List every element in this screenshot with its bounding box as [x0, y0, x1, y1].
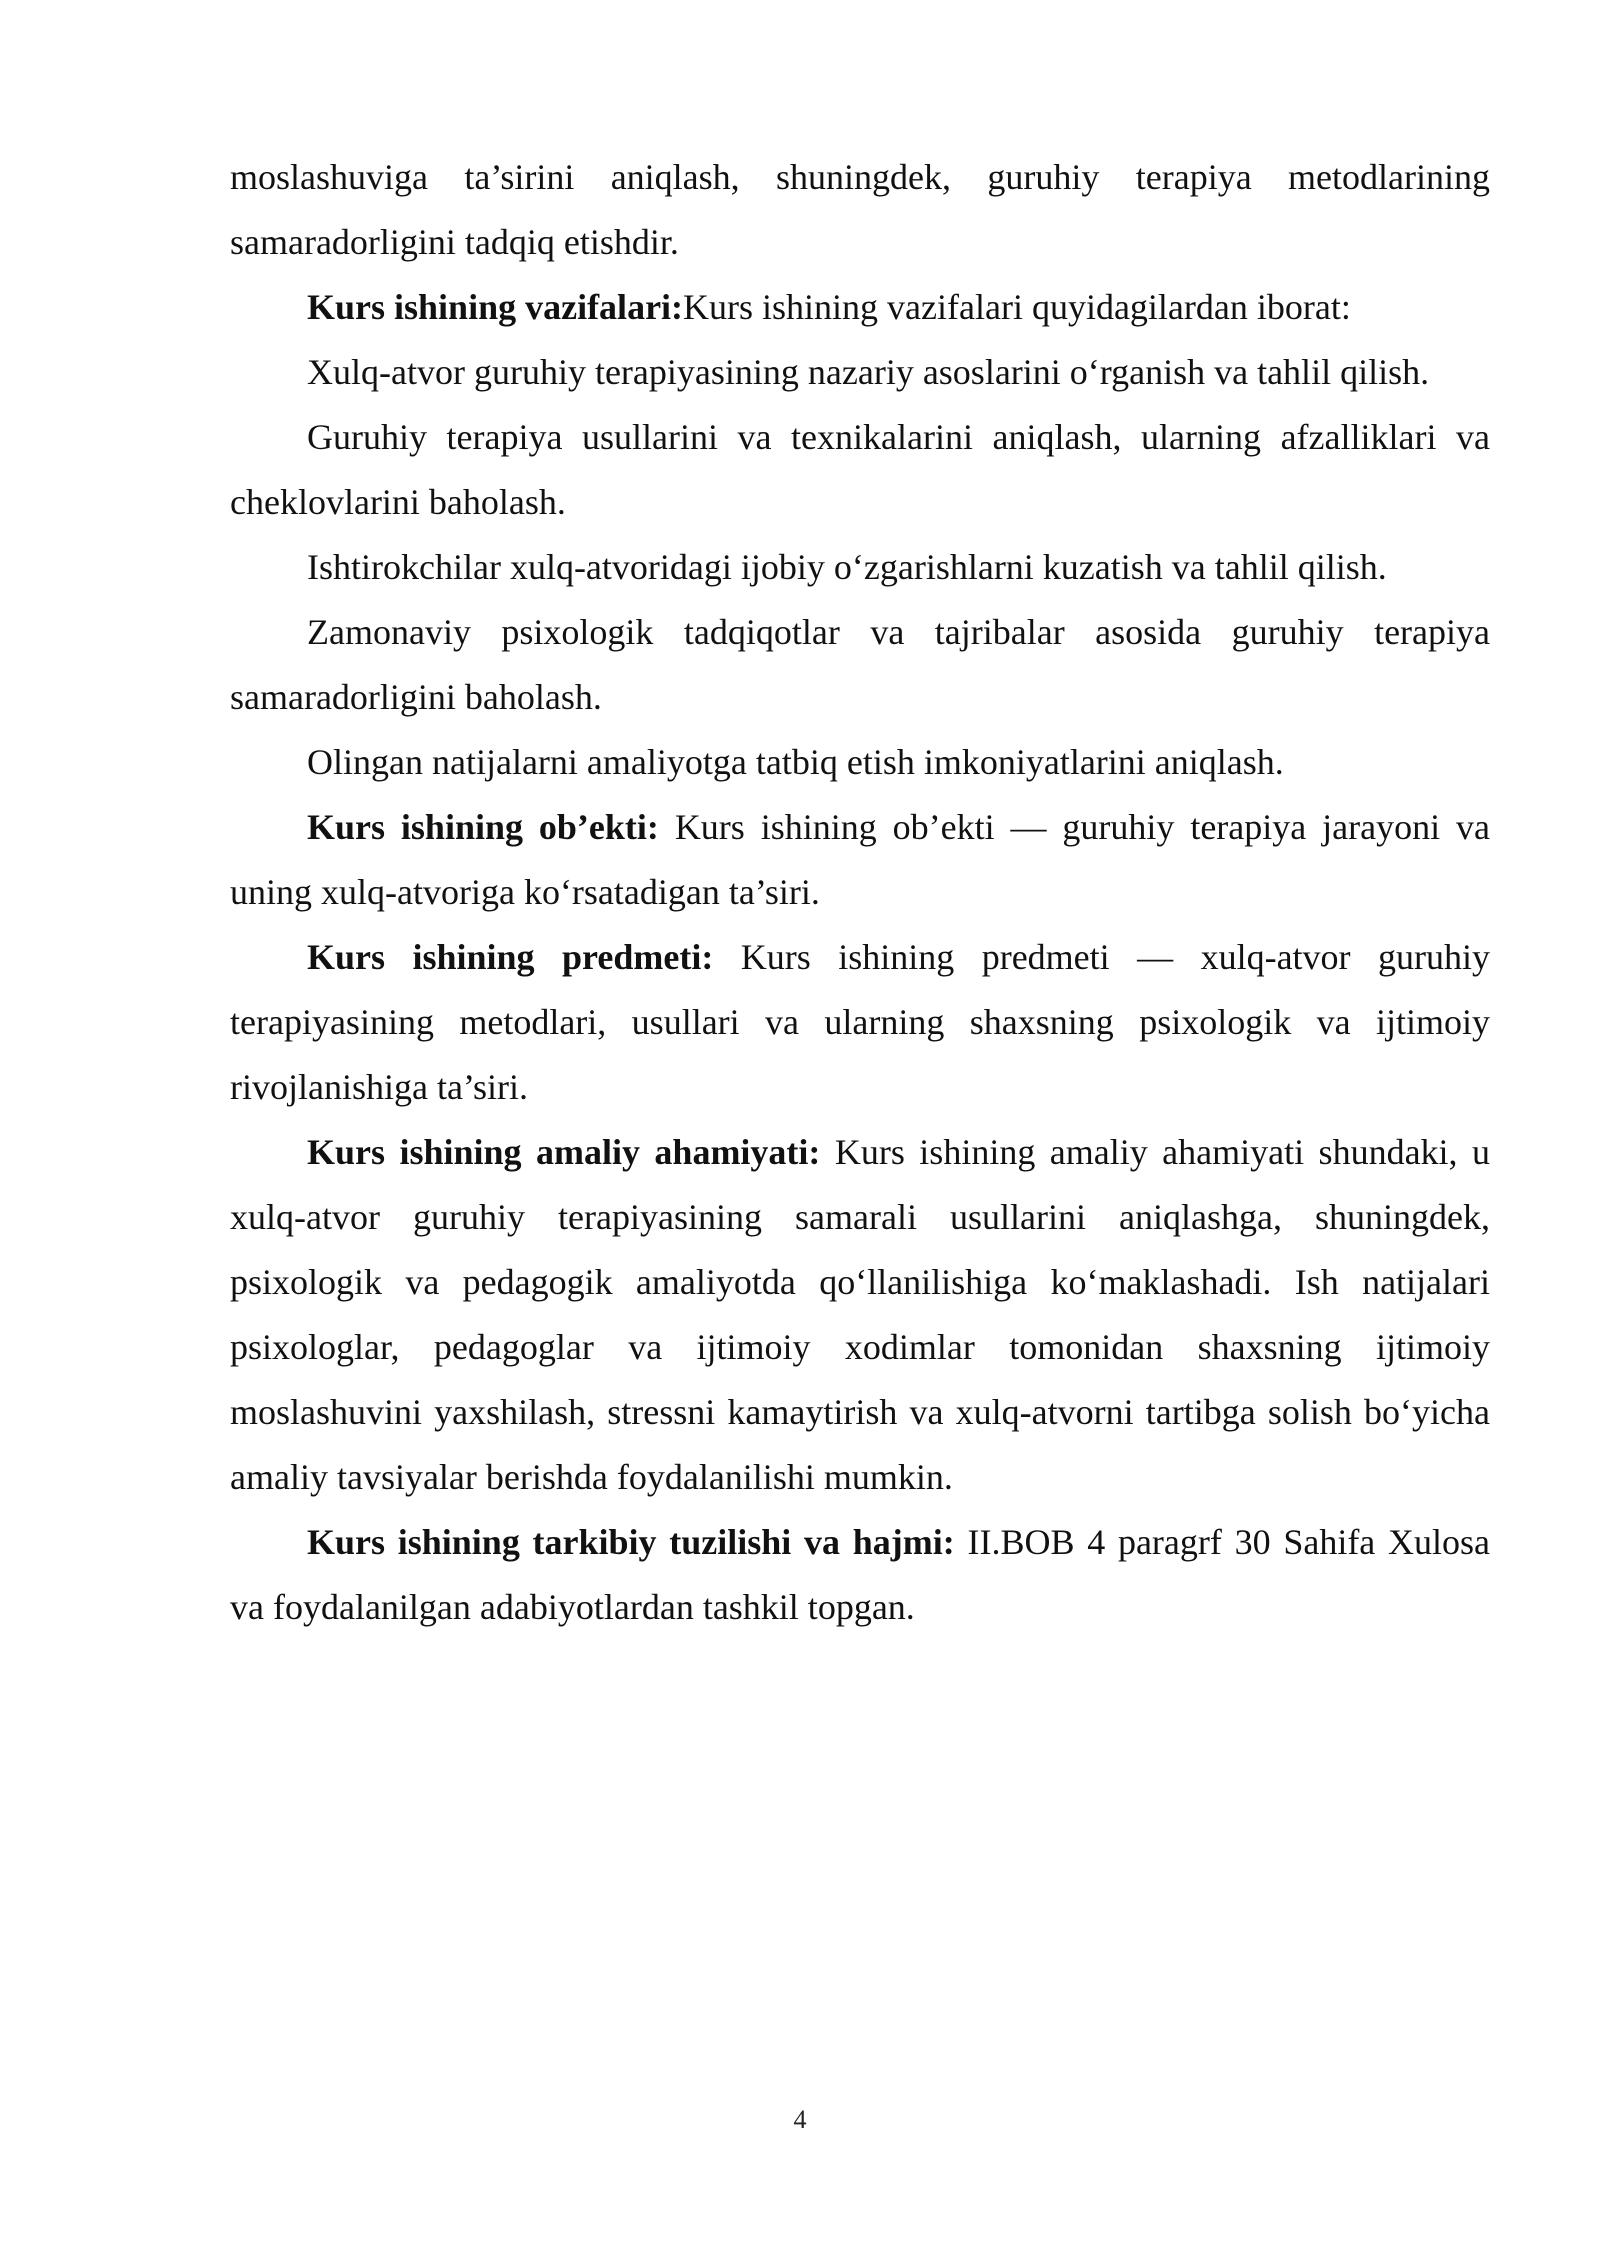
paragraph-task-3	[230, 535, 1490, 600]
page-number: 4	[793, 2105, 807, 2134]
paragraph-text: Kurs ishining predmeti — xulq-atvor guruhiy terapiyasining metodlari, usullari va ularning shaxsning psixologik va ijtimoiy rivojlanishiga ta’siri.	[230, 937, 1490, 1107]
paragraph-text: Kurs ishining ob’ekti — guruhiy terapiya jarayoni va uning xulq-atvoriga ko‘rsatadigan ta’siri.	[230, 807, 1490, 912]
paragraph-task-5	[230, 730, 1490, 795]
paragraph-subject	[230, 925, 1490, 1120]
paragraph-structure	[230, 1510, 1490, 1640]
paragraph-text: moslashuviga ta’sirini aniqlash, shuningdek, guruhiy terapiya metodlarining samaradorligini tadqiq etishdir.	[230, 157, 1490, 262]
paragraph-heading: Kurs ishining predmeti:	[307, 937, 714, 977]
paragraph-task-1	[230, 340, 1490, 405]
paragraph-intro-continuation	[230, 145, 1490, 275]
paragraph-text: Zamonaviy psixologik tadqiqotlar va tajribalar asosida guruhiy terapiya samaradorligini baholash.	[230, 612, 1490, 717]
paragraph-task-2	[230, 405, 1490, 535]
paragraph-text: Kurs ishining vazifalari quyidagilardan iborat:	[683, 287, 1351, 327]
paragraph-text: Guruhiy terapiya usullarini va texnikalarini aniqlash, ularning afzalliklari va cheklovlarini baholash.	[230, 417, 1490, 522]
paragraph-heading: Kurs ishining ob’ekti:	[307, 807, 659, 847]
paragraph-text: Xulq-atvor guruhiy terapiyasining nazariy asoslarini o‘rganish va tahlil qilish.	[307, 352, 1430, 392]
paragraph-text: Kurs ishining amaliy ahamiyati shundaki, u xulq-atvor guruhiy terapiyasining samarali usullarini aniqlashga, shuningdek, psixologik va pedagogik amaliyotda qo‘llanilishiga ko‘maklashadi. Ish natijalari psixologlar, pedagoglar va ijtimoiy xodimlar tomonidan shaxsning ijtimoiy moslashuvini yaxshilash, stressni kamaytirish va xulq-atvorni tartibga solish bo‘yicha amaliy tavsiyalar berishda foydalanilishi mumkin.	[230, 1132, 1490, 1497]
paragraph-task-4	[230, 600, 1490, 730]
paragraph-heading: Kurs ishining tarkibiy tuzilishi va hajmi:	[307, 1522, 955, 1562]
paragraph-text: Olingan natijalarni amaliyotga tatbiq etish imkoniyatlarini aniqlash.	[307, 742, 1284, 782]
paragraph-heading: Kurs ishining vazifalari:	[307, 287, 684, 327]
paragraph-heading: Kurs ishining amaliy ahamiyati:	[307, 1132, 821, 1172]
paragraph-text: II.BOB 4 paragrf 30 Sahifa Xulosa va foydalanilgan adabiyotlardan tashkil topgan.	[230, 1522, 1490, 1627]
document-page	[230, 145, 1490, 1640]
paragraph-practical-significance	[230, 1120, 1490, 1510]
paragraph-text: Ishtirokchilar xulq-atvoridagi ijobiy o‘zgarishlarni kuzatish va tahlil qilish.	[307, 547, 1387, 587]
paragraph-object	[230, 795, 1490, 925]
paragraph-tasks-heading	[230, 275, 1490, 340]
